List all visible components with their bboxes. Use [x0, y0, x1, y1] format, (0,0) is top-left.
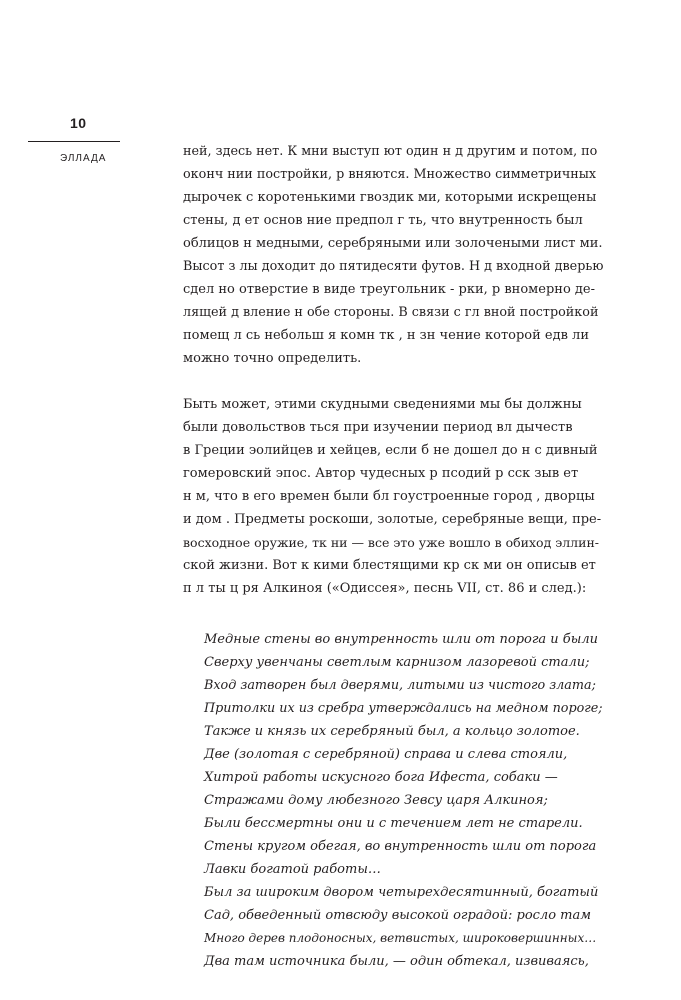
- text-line: восходное оружие, тк ни — все это уже вошло в обиход эллин-: [183, 535, 600, 550]
- text-line: п л ты ц ря Алкиноя («Одиссея», песнь VII, ст. 86 и след.):: [183, 581, 587, 596]
- poem-line: Много дерев плодоносных, ветвистых, широковершинных…: [204, 931, 597, 945]
- poem-line: Стражами дому любезного Зевсу царя Алкиноя;: [204, 793, 548, 808]
- page-number: 10: [70, 115, 87, 131]
- text-line: помещ л сь небольш я комн тк , н зн чение которой едв ли: [183, 328, 589, 343]
- text-line: ской жизни. Вот к кими блестящими кр ск ми он описыв ет: [183, 558, 596, 573]
- text-line: в Греции эолийцев и хейцев, если б не дошел до н с дивный: [183, 443, 598, 458]
- poem-line: Также и князь их серебряный был, а кольцо золотое.: [204, 724, 580, 739]
- poem-line: Два там источника были, — один обтекал, извиваясь,: [204, 954, 589, 969]
- poem-line: Стены кругом обегая, во внутренность шли от порога: [204, 839, 597, 854]
- running-head: ЭЛЛАДА: [60, 153, 107, 164]
- text-line: были довольствов ться при изучении период вл дычеств: [183, 420, 573, 435]
- poem-line: Медные стены во внутренность шли от порога и были: [204, 632, 598, 647]
- body-text: [183, 140, 603, 973]
- poem-line: Притолки их из сребра утверждались на медном пороге;: [204, 701, 603, 716]
- text-line: Высот з лы доходит до пятидесяти футов. Н д входной дверью: [183, 259, 604, 274]
- text-line: Быть может, этими скудными сведениями мы бы должны: [183, 397, 582, 412]
- text-line: гомеровский эпос. Автор чудесных р псодий р сск зыв ет: [183, 466, 579, 481]
- poem-line: Две (золотая с серебряной) справа и слева стояли,: [204, 747, 568, 762]
- text-line: можно точно определить.: [183, 351, 362, 366]
- poem-line: Были бессмертны они и с течением лет не старели.: [204, 816, 583, 831]
- paragraph-1: [183, 140, 603, 370]
- poem-quote: [183, 628, 603, 973]
- poem-line: Сверху увенчаны светлым карнизом лазоревой стали;: [204, 655, 590, 670]
- text-line: лящей д вление н обе стороны. В связи с гл вной постройкой: [183, 305, 599, 320]
- poem-line: Вход затворен был дверями, литыми из чистого злата;: [204, 678, 596, 693]
- text-line: облицов н медными, серебряными или золочеными лист ми.: [183, 236, 603, 251]
- header-rule: [28, 141, 120, 142]
- text-line: н м, что в его времен были бл гоустроенные город , дворцы: [183, 489, 595, 504]
- poem-line: Лавки богатой работы…: [204, 862, 381, 877]
- poem-line: Сад, обведенный отвсюду высокой оградой: росло там: [204, 908, 592, 923]
- paragraph-2: [183, 393, 603, 600]
- text-line: и дом . Предметы роскоши, золотые, серебряные вещи, пре-: [183, 512, 602, 527]
- poem-line: Хитрой работы искусного бога Ифеста, собаки —: [204, 770, 558, 785]
- poem-line: Был за широким двором четырехдесятинный, богатый: [204, 885, 599, 900]
- text-line: дырочек с коротенькими гвоздик ми, которыми искрещены: [183, 190, 597, 205]
- text-line: сдел но отверстие в виде треугольник - рки, р вномерно де-: [183, 282, 595, 297]
- text-line: ней, здесь нет. К мни выступ ют один н д другим и потом, по: [183, 144, 598, 159]
- text-line: оконч нии постройки, р вняются. Множество симметричных: [183, 167, 597, 182]
- text-line: стены, д ет основ ние предпол г ть, что внутренность был: [183, 213, 583, 228]
